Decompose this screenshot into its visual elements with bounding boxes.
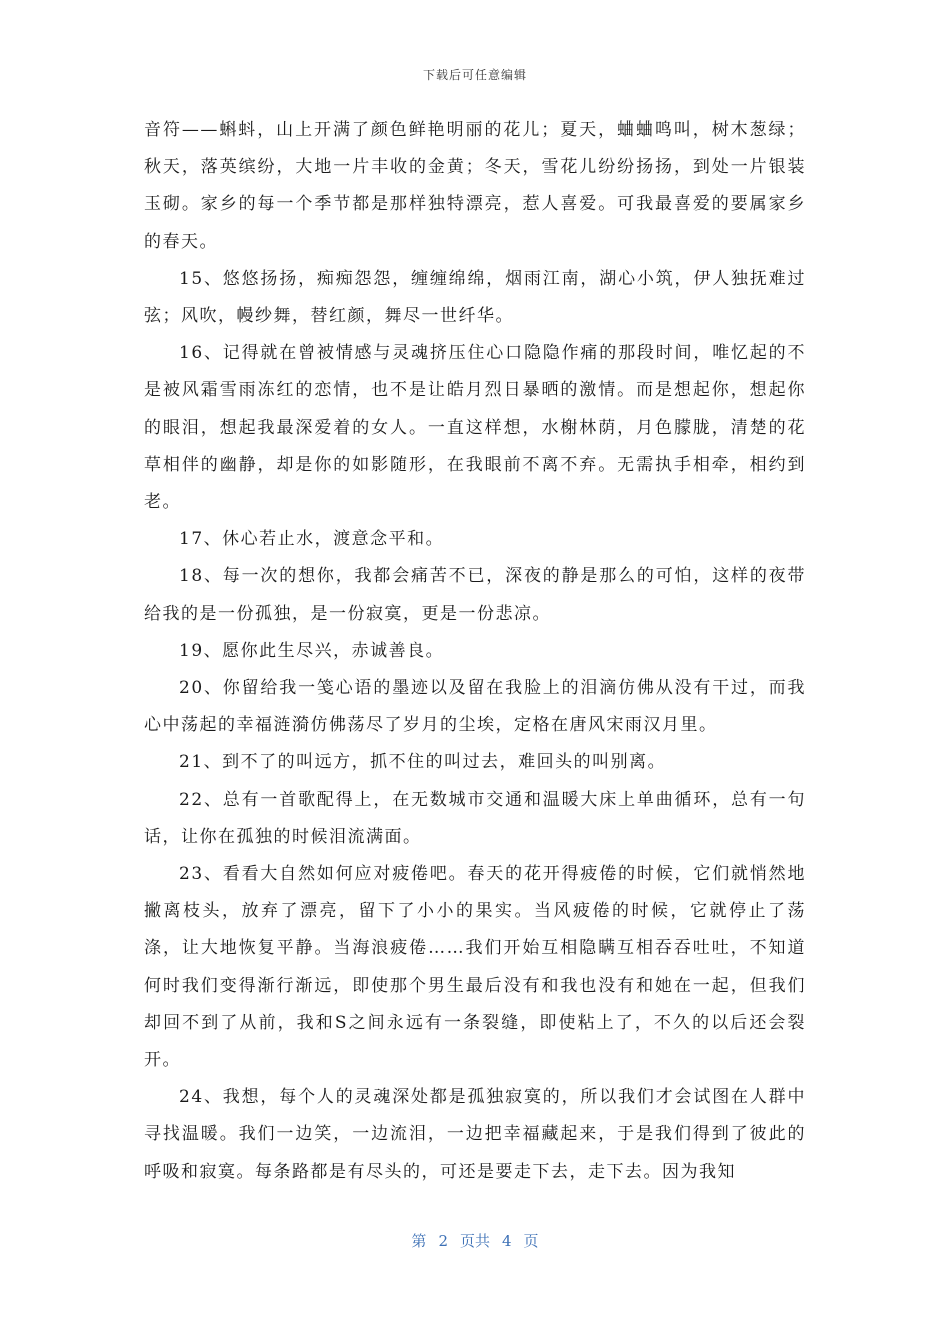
paragraph: 21、到不了的叫远方，抓不住的叫过去，难回头的叫别离。 xyxy=(179,752,667,773)
footer-label-end: 页 xyxy=(523,1232,539,1250)
page-footer xyxy=(0,1230,950,1251)
paragraph: 19、愿你此生尽兴，赤诚善良。 xyxy=(179,640,445,661)
paragraph: 20、你留给我一笺心语的墨迹以及留在我脸上的泪滴仿佛从没有干过，而我心中荡起的幸福涟漪仿佛荡尽了岁月的尘埃，定格在唐风宋雨汉月里。 xyxy=(144,678,806,736)
footer-label-of: 页共 xyxy=(459,1232,490,1250)
current-page-number: 2 xyxy=(438,1232,448,1250)
paragraph: 23、看看大自然如何应对疲倦吧。春天的花开得疲倦的时候，它们就悄然地撇离枝头，放弃了漂亮，留下了小小的果实。当风疲倦的时候，它就停止了荡涤，让大地恢复平静。当海浪疲倦……我们开始互相隐瞒互相吞吞吐吐，不知道何时我们变得渐行渐远，即使那个男生最后没有和我也没有和她在一起，但我们却回不到了从前，我和S之间永远有一条裂缝，即使粘上了，不久的以后还会裂开。 xyxy=(144,864,806,1071)
paragraph: 24、我想，每个人的灵魂深处都是孤独寂寞的，所以我们才会试图在人群中寻找温暖。我们一边笑，一边流泪，一边把幸福藏起来，于是我们得到了彼此的呼吸和寂寞。每条路都是有尽头的，可还是要走下去，走下去。因为我知 xyxy=(144,1087,806,1182)
total-pages-number: 4 xyxy=(502,1232,512,1250)
footer-label-page: 第 xyxy=(411,1232,427,1250)
paragraph: 音符——蝌蚪，山上开满了颜色鲜艳明丽的花儿；夏天，蛐蛐鸣叫，树木葱绿；秋天，落英缤纷，大地一片丰收的金黄；冬天，雪花儿纷纷扬扬，到处一片银装玉砌。家乡的每一个季节都是那样独特漂亮，惹人喜爱。可我最喜爱的要属家乡的春天。 xyxy=(144,120,806,252)
paragraph: 15、悠悠扬扬，痴痴怨怨，缠缠绵绵，烟雨江南，湖心小筑，伊人独抚难过弦；风吹，幔纱舞，替红颜，舞尽一世纤华。 xyxy=(144,268,806,327)
paragraph: 18、每一次的想你，我都会痛苦不已，深夜的静是那么的可怕，这样的夜带给我的是一份孤独，是一份寂寞，更是一份悲凉。 xyxy=(144,566,806,624)
paragraph: 16、记得就在曾被情感与灵魂挤压住心口隐隐作痛的那段时间，唯忆起的不是被风霜雪雨冻红的恋情，也不是让皓月烈日暴晒的激情。而是想起你，想起你的眼泪，想起我最深爱着的女人。一直这样想，水榭林荫，月色朦胧，清楚的花草相伴的幽静，却是你的如影随形，在我眼前不离不弃。无需执手相牵，相约到老。 xyxy=(144,343,806,513)
paragraph: 17、休心若止水，渡意念平和。 xyxy=(179,529,445,550)
paragraph: 22、总有一首歌配得上，在无数城市交通和温暖大床上单曲循环，总有一句话，让你在孤独的时候泪流满面。 xyxy=(144,789,806,847)
document-body xyxy=(144,112,806,1191)
page-header: 下载后可任意编辑 xyxy=(422,68,527,82)
